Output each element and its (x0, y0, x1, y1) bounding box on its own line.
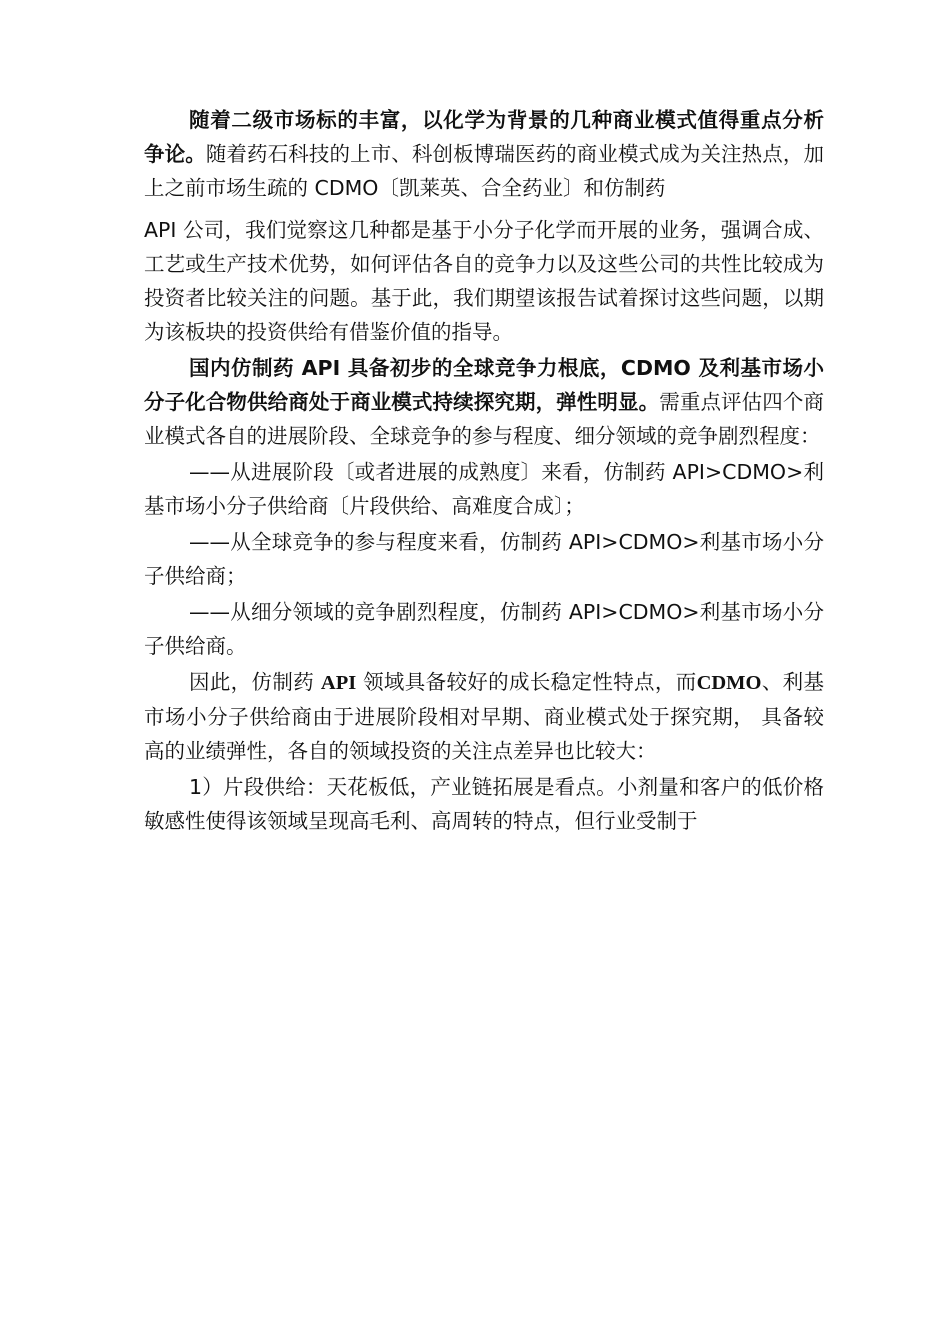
paragraph-conclusion-api: API (320, 672, 357, 694)
paragraph-stage (144, 455, 824, 523)
paragraph-competitiveness-lead: 国内仿制药 API 具备初步的全球竞争力根底，CDMO 及利基市场小分子化合物供给商处于商业模式持续探究期，弹性明显。 (144, 356, 824, 414)
paragraph-global-body: ——从全球竞争的参与程度来看，仿制药 API>CDMO>利基市场小分子供给商； (144, 530, 824, 588)
paragraph-intensity-body: ——从细分领域的竞争剧烈程度，仿制药 API>CDMO>利基市场小分子供给商。 (144, 600, 824, 658)
paragraph-api-companies (144, 213, 824, 349)
paragraph-intro-body: 随着药石科技的上市、科创板博瑞医药的商业模式成为关注热点，加上之前市场生疏的 CDMO〔凯莱英、合全药业〕和仿制药 (144, 142, 824, 200)
paragraph-fragment-supply-body: 1）片段供给：天花板低，产业链拓展是看点。小剂量和客户的低价格敏感性使得该领域呈现高毛利、高周转的特点，但行业受制于 (144, 775, 824, 833)
paragraph-competitiveness (144, 351, 824, 453)
paragraph-conclusion-tail: 、利基市场小分子供给商由于进展阶段相对早期、商业模式处于探究期， 具备较高的业绩弹性，各自的领域投资的关注点差异也比较大： (144, 670, 825, 763)
paragraph-fragment-supply (144, 770, 824, 838)
paragraph-intensity (144, 595, 824, 663)
paragraph-conclusion-cdmo: CDMO (696, 672, 762, 694)
paragraph-intro (144, 103, 824, 205)
paragraph-global (144, 525, 824, 593)
paragraph-api-companies-body: API 公司，我们觉察这几种都是基于小分子化学而开展的业务，强调合成、工艺或生产技术优势，如何评估各自的竞争力以及这些公司的共性比较成为投资者比较关注的问题。基于此，我们期望该报告试着探讨这些问题，以期为该板块的投资供给有借鉴价值的指导。 (144, 218, 824, 344)
paragraph-intro-lead: 随着二级市场标的丰富，以化学为背景的几种商业模式值得重点分析争论。 (144, 108, 824, 166)
document-body (144, 103, 824, 840)
paragraph-conclusion-pre: 因此，仿制药 (189, 670, 321, 694)
paragraph-conclusion-post: 领域具备较好的成长稳定性特点，而 (356, 670, 697, 694)
paragraph-competitiveness-body: 需重点评估四个商业模式各自的进展阶段、全球竞争的参与程度、细分领域的竞争剧烈程度： (144, 390, 824, 448)
paragraph-stage-body: ——从进展阶段〔或者进展的成熟度〕来看，仿制药 API>CDMO>利基市场小分子供给商〔片段供给、高难度合成〕； (144, 460, 824, 518)
paragraph-conclusion (144, 665, 824, 768)
